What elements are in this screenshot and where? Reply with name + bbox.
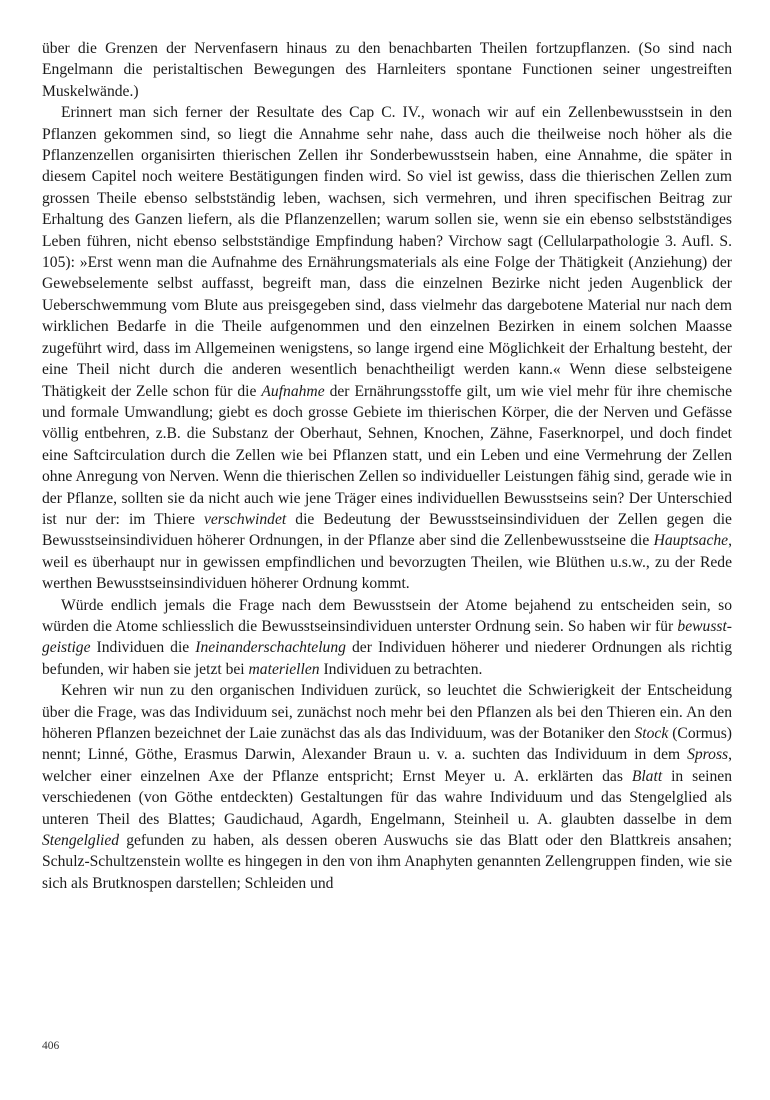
- emphasis-text: verschwindet: [203, 510, 287, 528]
- paragraph: [42, 680, 732, 894]
- body-text: [42, 38, 732, 894]
- text-segment: Erinnert man sich ferner der Resultate des Cap C. IV., wonach wir auf ein Zellenbewusstsein in den Pflanzen gekommen sind, so liegt die Annahme sehr nahe, dass auch die theilweise noch höher als die Pflanzenzellen organisirten thierischen Zellen ihr Sonderbewusstsein haben, eine Annahme, die später in diesem Capitel noch weitere Bestätigungen finden wird. So viel ist gewiss, dass die thierischen Zellen zum grossen Theile ebenso selbstständig leben, wachsen, sich vermehren, und ihren specifischen Beitrag zur Erhaltung des Ganzen liefern, als die Pflanzenzellen; warum sollen sie, wenn sie ein ebenso selbstständiges Leben führen, nicht ebenso selbstständige Empfindung haben? Virchow sagt (Cellularpathologie 3. Aufl. S. 105): »Erst wenn man die Aufnahme des Ernährungsmaterials als eine Folge der Thätigkeit (Anziehung) der Gewebselemente selbst auffasst, begreift man, dass die einzelnen Bezirke nicht jeden Augenblick der Ueberschwemmung vom Blute aus preisgegeben sind, dass vielmehr das dargebotene Material nur nach dem wirklichen Bedarfe in die Theile aufgenommen und den einzelnen Bezirken in einem solchen Maasse zugeführt wird, dass im Allgemeinen wenigstens, so lange irgend eine Möglichkeit der Erhaltung besteht, der eine Theil nicht durch die anderen wesentlich benachtheiligt werden kann.« Wenn diese selbsteigene Thätigkeit der Zelle schon für die: [42, 104, 732, 400]
- text-segment: , weil es überhaupt nur in gewissen empfindlichen und bevorzugten Theilen, wie Blüthen u.s.w., zu der Rede werthen Bewusstseinsindividuen höherer Ordnung kommt.: [42, 532, 732, 593]
- emphasis-text: materiellen: [248, 660, 320, 678]
- text-segment: der Ernährungsstoffe gilt, um wie viel mehr für ihre chemische und formale Umwandlung; giebt es doch grosse Gebiete im thierischen Körper, die der Nerven und Gefässe völlig entbehren, z.B. die Substanz der Oberhaut, Sehnen, Knochen, Zähne, Faserknorpel, und doch findet eine Saftcirculation durch die Zellen wie bei Pflanzen statt, und ein Leben und eine Vermehrung der Zellen ohne Anregung von Nerven. Wenn die thierischen Zellen so individueller Leistungen fähig sind, gerade wie in der Pflanze, sollten sie da nicht auch wie jene Träger eines individuellen Bewusstseins sein? Der Unterschied ist nur der: im Thiere: [42, 382, 732, 528]
- emphasis-text: bewusst-geistige: [42, 617, 732, 657]
- text-segment: über die Grenzen der Nervenfasern hinaus zu den benachbarten Theilen fortzupflanzen. (So sind nach Engelmann die peristaltischen Bewegungen des Harnleiters spontane Functionen seiner ungestreiften Muskelwände.): [42, 40, 732, 100]
- text-segment: (Cormus) nennt; Linné, Göthe, Erasmus Darwin, Alexander Braun u. v. a. suchten das Individuum in dem: [42, 725, 732, 764]
- emphasis-text: Stock: [634, 725, 669, 742]
- text-segment: in seinen verschiedenen (von Göthe entdeckten) Gestaltungen für das wahre Individuum und das Stengelglied als unteren Theil des Blattes; Gaudichaud, Agardh, Engelmann, Steinheil u. A. glaubten dasselbe in dem: [42, 767, 732, 828]
- emphasis-text: Stengelglied: [42, 832, 120, 850]
- page-number: 406: [42, 1040, 60, 1052]
- emphasis-text: Ineinanderschachtelung: [195, 639, 346, 657]
- emphasis-text: Aufnahme: [261, 382, 325, 400]
- text-segment: der Individuen höherer und niederer Ordnungen als richtig befunden, wir haben sie jetzt bei: [42, 639, 732, 678]
- text-segment: die Bedeutung der Bewusstseinsindividuen der Zellen gegen die Bewusstseinsindividuen höherer Ordnungen, in der Pflanze aber sind die Zellenbewusstseine die: [42, 510, 732, 550]
- emphasis-text: Blatt: [631, 767, 663, 785]
- paragraph: [42, 38, 732, 102]
- text-segment: Individuen die: [90, 639, 196, 657]
- text-segment: Individuen zu betrachten.: [319, 660, 483, 678]
- paragraph: [42, 595, 732, 681]
- emphasis-text: Spross: [687, 746, 729, 764]
- paragraph: [42, 102, 732, 594]
- text-segment: gefunden zu haben, als dessen oberen Auswuchs sie das Blatt oder den Blattkreis ansahen; Schulz-Schultzenstein wollte es hingegen in den von ihm Anaphyten genannten Zellengruppen finden, wie sie sich als Brutknospen darstellen; Schleiden und: [42, 832, 732, 892]
- text-segment: , welcher einer einzelnen Axe der Pflanze entspricht; Ernst Meyer u. A. erklärten das: [42, 746, 732, 785]
- text-segment: Würde endlich jemals die Frage nach dem Bewusstsein der Atome bejahend zu entscheiden sein, so würden die Atome schliesslich die Bewusstseinsindividuen unterster Ordnung sein. So haben wir für: [42, 596, 732, 635]
- text-segment: Kehren wir nun zu den organischen Individuen zurück, so leuchtet die Schwierigkeit der Entscheidung über die Frage, was das Individuum sei, zunächst noch mehr bei den Pflanzen als bei den Thieren ein. An den höheren Pflanzen bezeichnet der Laie zunächst das als das Individuum, was der Botaniker den: [42, 682, 732, 742]
- emphasis-text: Hauptsache: [653, 532, 729, 550]
